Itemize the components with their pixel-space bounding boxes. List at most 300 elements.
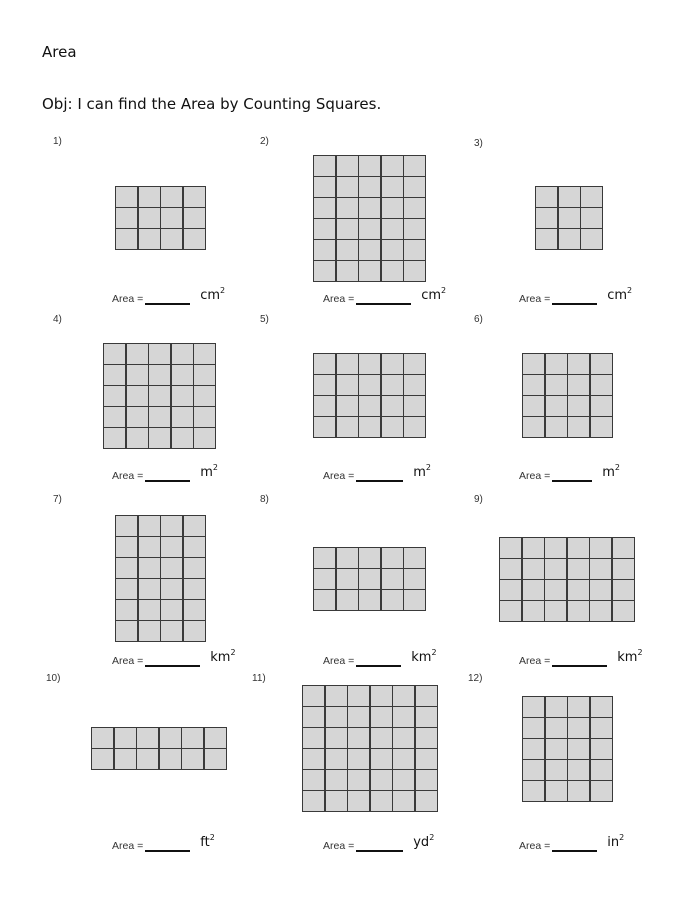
unit-square: [568, 538, 589, 558]
unit-square: [371, 707, 392, 727]
problem-number: 7): [53, 494, 62, 505]
area-answer-row: [323, 650, 437, 667]
unit-text: km: [210, 650, 231, 665]
unit-square: [359, 198, 380, 218]
unit-square: [382, 354, 403, 374]
answer-blank[interactable]: [552, 655, 607, 667]
unit-square: [590, 538, 611, 558]
unit-exponent: 2: [431, 648, 437, 657]
unit-square: [149, 386, 170, 406]
answer-blank[interactable]: [552, 293, 597, 305]
area-answer-row: [323, 465, 431, 482]
unit-square: [500, 559, 521, 579]
unit-square: [161, 600, 182, 620]
unit-square: [359, 219, 380, 239]
problem-number: 6): [474, 314, 483, 325]
unit-square: [161, 621, 182, 641]
square-grid: [522, 353, 613, 438]
unit-square: [613, 559, 634, 579]
unit-square: [500, 601, 521, 621]
unit-square: [127, 407, 148, 427]
unit-square: [139, 579, 160, 599]
square-grid: [313, 155, 426, 282]
area-answer-row: [519, 465, 620, 482]
area-label: Area =: [112, 655, 144, 667]
square-grid: [313, 547, 426, 611]
unit-square: [523, 760, 544, 780]
unit-square: [359, 396, 380, 416]
unit-square: [404, 177, 425, 197]
unit-square: [404, 569, 425, 589]
unit-square: [568, 580, 589, 600]
unit-square: [184, 187, 205, 207]
unit-square: [182, 749, 203, 769]
unit-square: [139, 537, 160, 557]
unit-square: [127, 365, 148, 385]
unit-square: [149, 344, 170, 364]
area-label: Area =: [112, 840, 144, 852]
unit-square: [416, 728, 437, 748]
problem-number: 5): [260, 314, 269, 325]
unit-square: [382, 548, 403, 568]
unit-square: [613, 601, 634, 621]
unit-square: [172, 386, 193, 406]
unit-square: [416, 686, 437, 706]
unit-square: [359, 548, 380, 568]
unit-square: [404, 219, 425, 239]
unit-square: [337, 548, 358, 568]
unit-square: [591, 697, 612, 717]
unit-square: [568, 396, 589, 416]
unit-square: [337, 569, 358, 589]
unit-square: [559, 229, 580, 249]
unit-square: [536, 229, 557, 249]
unit-square: [591, 354, 612, 374]
unit-square: [546, 739, 567, 759]
unit-square: [404, 354, 425, 374]
unit-square: [581, 229, 602, 249]
unit-square: [404, 548, 425, 568]
unit-square: [591, 396, 612, 416]
unit-square: [590, 601, 611, 621]
unit-square: [184, 579, 205, 599]
unit-square: [559, 187, 580, 207]
unit-square: [581, 208, 602, 228]
area-answer-row: [112, 650, 236, 667]
unit-square: [581, 187, 602, 207]
unit-square: [568, 375, 589, 395]
unit-square: [416, 707, 437, 727]
unit-square: [104, 344, 125, 364]
unit-square: [393, 770, 414, 790]
unit-square: [182, 728, 203, 748]
unit-label: [210, 648, 235, 665]
unit-square: [523, 417, 544, 437]
unit-text: ft: [200, 835, 210, 850]
unit-square: [314, 156, 335, 176]
unit-square: [568, 354, 589, 374]
unit-square: [382, 590, 403, 610]
unit-square: [591, 718, 612, 738]
unit-text: m: [602, 465, 615, 480]
unit-square: [184, 558, 205, 578]
unit-square: [348, 749, 369, 769]
square-grid: [535, 186, 603, 250]
unit-square: [205, 728, 226, 748]
unit-exponent: 2: [212, 463, 218, 472]
unit-square: [348, 707, 369, 727]
unit-square: [359, 177, 380, 197]
unit-square: [348, 770, 369, 790]
unit-square: [591, 760, 612, 780]
unit-square: [115, 749, 136, 769]
unit-square: [404, 156, 425, 176]
problem-number: 4): [53, 314, 62, 325]
unit-square: [404, 417, 425, 437]
unit-square: [545, 601, 566, 621]
problem-number: 8): [260, 494, 269, 505]
answer-blank[interactable]: [145, 840, 190, 852]
unit-square: [161, 229, 182, 249]
unit-square: [568, 601, 589, 621]
unit-square: [326, 749, 347, 769]
unit-square: [337, 354, 358, 374]
unit-square: [161, 187, 182, 207]
unit-square: [337, 590, 358, 610]
unit-square: [161, 579, 182, 599]
unit-square: [500, 580, 521, 600]
area-answer-row: [323, 288, 446, 305]
unit-square: [382, 240, 403, 260]
unit-square: [359, 240, 380, 260]
unit-square: [382, 261, 403, 281]
unit-square: [523, 375, 544, 395]
unit-square: [137, 749, 158, 769]
problem-number: 10): [46, 673, 61, 684]
unit-square: [546, 354, 567, 374]
unit-square: [127, 344, 148, 364]
square-grid: [91, 727, 227, 770]
objective-statement: Obj: I can find the Area by Counting Squares.: [42, 95, 382, 113]
unit-square: [184, 229, 205, 249]
unit-square: [149, 428, 170, 448]
unit-label: [200, 833, 215, 850]
area-answer-row: [519, 288, 632, 305]
unit-square: [184, 208, 205, 228]
unit-square: [337, 156, 358, 176]
unit-square: [359, 261, 380, 281]
area-label: Area =: [323, 293, 355, 305]
unit-square: [404, 261, 425, 281]
unit-text: in: [607, 835, 620, 850]
unit-square: [149, 407, 170, 427]
unit-square: [359, 375, 380, 395]
answer-blank[interactable]: [356, 470, 403, 482]
unit-square: [303, 791, 324, 811]
unit-square: [523, 396, 544, 416]
unit-square: [546, 718, 567, 738]
unit-square: [568, 559, 589, 579]
unit-square: [184, 621, 205, 641]
unit-square: [184, 537, 205, 557]
answer-blank[interactable]: [552, 470, 592, 482]
unit-square: [314, 548, 335, 568]
unit-square: [139, 229, 160, 249]
unit-square: [326, 791, 347, 811]
unit-exponent: 2: [637, 648, 643, 657]
unit-square: [371, 728, 392, 748]
area-label: Area =: [519, 293, 551, 305]
unit-square: [523, 538, 544, 558]
square-grid: [522, 696, 613, 802]
unit-square: [359, 590, 380, 610]
unit-square: [314, 569, 335, 589]
unit-square: [523, 718, 544, 738]
unit-square: [568, 697, 589, 717]
unit-square: [172, 428, 193, 448]
unit-square: [536, 187, 557, 207]
unit-square: [314, 240, 335, 260]
unit-text: m: [413, 465, 426, 480]
unit-square: [160, 749, 181, 769]
unit-square: [160, 728, 181, 748]
unit-square: [303, 770, 324, 790]
unit-square: [382, 156, 403, 176]
unit-square: [116, 600, 137, 620]
unit-square: [337, 240, 358, 260]
unit-text: yd: [413, 835, 430, 850]
unit-square: [382, 396, 403, 416]
unit-square: [194, 428, 215, 448]
unit-square: [337, 219, 358, 239]
unit-square: [104, 386, 125, 406]
unit-text: cm: [421, 288, 442, 303]
unit-square: [314, 396, 335, 416]
unit-square: [559, 208, 580, 228]
unit-square: [337, 198, 358, 218]
unit-square: [536, 208, 557, 228]
unit-square: [382, 219, 403, 239]
square-grid: [115, 515, 206, 642]
unit-square: [416, 749, 437, 769]
unit-square: [348, 686, 369, 706]
unit-label: [617, 648, 642, 665]
answer-blank[interactable]: [145, 293, 190, 305]
unit-square: [568, 739, 589, 759]
unit-square: [523, 354, 544, 374]
unit-text: km: [617, 650, 638, 665]
unit-square: [337, 417, 358, 437]
area-answer-row: [519, 835, 624, 852]
unit-square: [546, 697, 567, 717]
unit-square: [184, 516, 205, 536]
square-grid: [115, 186, 206, 250]
unit-square: [523, 781, 544, 801]
unit-square: [161, 208, 182, 228]
unit-label: [413, 833, 434, 850]
area-label: Area =: [323, 840, 355, 852]
unit-square: [568, 718, 589, 738]
answer-blank[interactable]: [145, 470, 190, 482]
unit-square: [116, 537, 137, 557]
unit-square: [371, 686, 392, 706]
unit-square: [337, 261, 358, 281]
unit-square: [303, 728, 324, 748]
unit-square: [568, 417, 589, 437]
area-label: Area =: [519, 655, 551, 667]
unit-square: [139, 621, 160, 641]
unit-square: [393, 749, 414, 769]
unit-square: [393, 728, 414, 748]
unit-square: [139, 600, 160, 620]
problem-number: 11): [252, 673, 266, 684]
unit-square: [546, 417, 567, 437]
problem-number: 1): [53, 136, 62, 147]
unit-square: [92, 749, 113, 769]
unit-text: cm: [607, 288, 628, 303]
unit-square: [194, 386, 215, 406]
area-answer-row: [112, 465, 218, 482]
unit-square: [546, 375, 567, 395]
unit-square: [116, 187, 137, 207]
answer-blank[interactable]: [356, 840, 403, 852]
unit-square: [359, 354, 380, 374]
unit-square: [161, 516, 182, 536]
unit-square: [137, 728, 158, 748]
unit-square: [314, 198, 335, 218]
unit-label: [607, 286, 632, 303]
unit-square: [337, 177, 358, 197]
unit-square: [546, 760, 567, 780]
unit-square: [591, 781, 612, 801]
unit-square: [314, 417, 335, 437]
unit-square: [127, 386, 148, 406]
answer-blank[interactable]: [356, 293, 411, 305]
area-answer-row: [112, 835, 215, 852]
area-answer-row: [323, 835, 434, 852]
unit-exponent: 2: [429, 833, 435, 842]
unit-square: [337, 375, 358, 395]
unit-square: [314, 177, 335, 197]
area-label: Area =: [112, 293, 144, 305]
unit-square: [172, 407, 193, 427]
unit-square: [393, 791, 414, 811]
unit-square: [116, 579, 137, 599]
unit-square: [314, 261, 335, 281]
unit-square: [371, 770, 392, 790]
unit-square: [523, 559, 544, 579]
unit-text: km: [411, 650, 432, 665]
unit-exponent: 2: [425, 463, 431, 472]
unit-square: [149, 365, 170, 385]
unit-square: [303, 749, 324, 769]
unit-square: [382, 417, 403, 437]
unit-square: [104, 428, 125, 448]
unit-square: [194, 344, 215, 364]
unit-square: [545, 559, 566, 579]
unit-square: [404, 375, 425, 395]
unit-square: [116, 208, 137, 228]
unit-square: [591, 417, 612, 437]
unit-square: [303, 707, 324, 727]
unit-square: [314, 219, 335, 239]
unit-square: [382, 177, 403, 197]
unit-square: [116, 558, 137, 578]
unit-square: [116, 229, 137, 249]
unit-square: [523, 601, 544, 621]
unit-label: [411, 648, 436, 665]
unit-square: [139, 516, 160, 536]
unit-square: [116, 516, 137, 536]
unit-label: [200, 286, 225, 303]
unit-label: [602, 463, 620, 480]
square-grid: [302, 685, 438, 812]
unit-square: [591, 375, 612, 395]
unit-square: [546, 396, 567, 416]
unit-square: [523, 580, 544, 600]
unit-square: [393, 707, 414, 727]
worksheet-title: Area: [42, 43, 77, 61]
problem-number: 12): [468, 673, 483, 684]
answer-blank[interactable]: [145, 655, 200, 667]
unit-exponent: 2: [220, 286, 226, 295]
unit-square: [326, 686, 347, 706]
unit-square: [371, 749, 392, 769]
area-answer-row: [519, 650, 643, 667]
unit-square: [115, 728, 136, 748]
unit-exponent: 2: [230, 648, 236, 657]
answer-blank[interactable]: [552, 840, 597, 852]
unit-square: [416, 791, 437, 811]
unit-square: [184, 600, 205, 620]
square-grid: [103, 343, 216, 449]
unit-square: [404, 396, 425, 416]
unit-square: [590, 580, 611, 600]
area-label: Area =: [112, 470, 144, 482]
unit-square: [337, 396, 358, 416]
unit-square: [161, 558, 182, 578]
unit-square: [194, 365, 215, 385]
unit-label: [607, 833, 624, 850]
unit-label: [200, 463, 218, 480]
unit-square: [545, 580, 566, 600]
unit-square: [359, 156, 380, 176]
unit-square: [568, 781, 589, 801]
unit-square: [139, 187, 160, 207]
area-label: Area =: [323, 470, 355, 482]
unit-square: [523, 739, 544, 759]
square-grid: [499, 537, 635, 622]
area-label: Area =: [323, 655, 355, 667]
unit-square: [404, 590, 425, 610]
unit-exponent: 2: [209, 833, 215, 842]
area-label: Area =: [519, 470, 551, 482]
unit-square: [359, 569, 380, 589]
unit-square: [161, 537, 182, 557]
unit-square: [116, 621, 137, 641]
unit-square: [371, 791, 392, 811]
unit-square: [314, 590, 335, 610]
unit-square: [172, 344, 193, 364]
answer-blank[interactable]: [356, 655, 401, 667]
unit-text: cm: [200, 288, 221, 303]
unit-square: [359, 417, 380, 437]
unit-square: [314, 375, 335, 395]
unit-square: [326, 707, 347, 727]
unit-square: [205, 749, 226, 769]
unit-square: [404, 240, 425, 260]
unit-square: [382, 198, 403, 218]
